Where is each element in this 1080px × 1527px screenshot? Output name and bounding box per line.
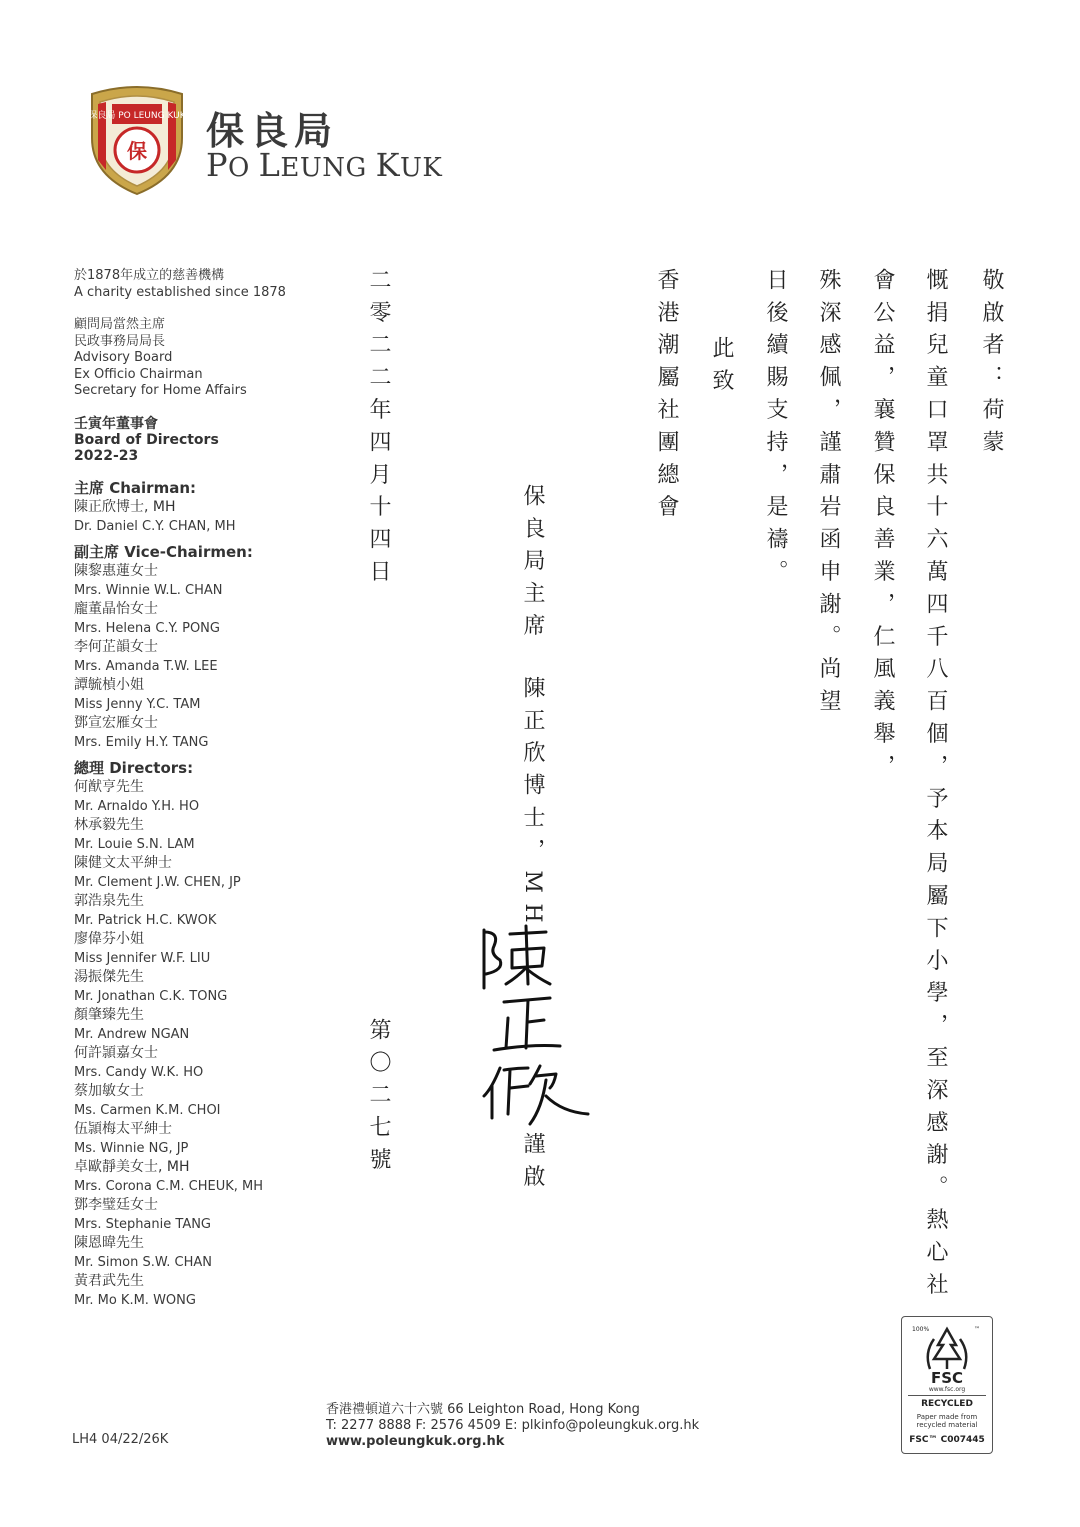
vice-chairman-item: 龐董晶怡女士 Mrs. Helena C.Y. PONG (74, 600, 220, 636)
fsc-website: www.fsc.org (928, 1386, 966, 1393)
board-en: Board of Directors (74, 431, 219, 448)
org-name-english: PO LEUNG KUK (206, 146, 443, 184)
director-item: 何猷亨先生 Mr. Arnaldo Y.H. HO (74, 778, 200, 814)
footer (326, 1402, 699, 1450)
footer-contact: T: 2277 8888 F: 2576 4509 E: plkinfo@poleungkuk.org.hk (326, 1418, 700, 1433)
letter-body-line-4: 日後續賜支持，是禱。 (763, 268, 788, 592)
form-code: LH4 04/22/26K (72, 1432, 169, 1447)
chairman-name-zh: 陳正欣博士, MH (74, 498, 176, 515)
sender-name: 陳正欣博士，MH (520, 676, 545, 933)
letter-body-line-3: 殊深感佩，謹肅岩函申謝。尚望 (816, 268, 841, 722)
po-leung-kuk-crest-logo (78, 80, 196, 198)
vice-chairman-item: 李何芷韻女士 Mrs. Amanda T.W. LEE (74, 638, 218, 674)
svg-text:保: 保 (127, 139, 147, 163)
letter-recipient: 香港潮屬社團總會 (654, 268, 679, 528)
director-item: 卓歐靜美女士, MH Mrs. Corona C.M. CHEUK, MH (74, 1158, 264, 1194)
svg-text:100%: 100% (912, 1326, 930, 1333)
directors-heading: 總理 Directors: (74, 758, 194, 777)
letter-body-line-2: 會公益，襄贊保良善業，仁風義舉， (870, 268, 895, 787)
director-item: 林承毅先生 Mr. Louie S.N. LAM (74, 816, 195, 852)
director-item: 蔡加敏女士 Ms. Carmen K.M. CHOI (74, 1082, 221, 1118)
founding-en: A charity established since 1878 (74, 284, 286, 300)
vice-chairmen-list (74, 562, 334, 752)
letter-salutation: 敬啟者：荷蒙 (979, 268, 1004, 463)
director-item: 陳恩暐先生 Mr. Simon S.W. CHAN (74, 1234, 212, 1270)
director-item: 顏肇臻先生 Mr. Andrew NGAN (74, 1006, 190, 1042)
letter-body-line-1: 慨捐兒童口罩共十六萬四千八百個，予本局屬下小學，至深感謝。熱心社 (923, 268, 948, 1305)
footer-website: www.poleungkuk.org.hk (326, 1434, 505, 1449)
director-item: 廖偉芬小姐 Miss Jennifer W.F. LIU (74, 930, 211, 966)
handwritten-signature (470, 918, 590, 1128)
advisory-zh-1: 顧問局當然主席 (74, 317, 166, 332)
vice-chairman-item: 譚毓楨小姐 Miss Jenny Y.C. TAM (74, 676, 201, 712)
founding-zh: 於1878年成立的慈善機構 (74, 268, 225, 283)
director-item: 鄧李璧廷女士 Mrs. Stephanie TANG (74, 1196, 212, 1232)
fsc-tree-icon (910, 1323, 984, 1375)
vice-chairmen-heading: 副主席 Vice-Chairmen: (74, 542, 253, 561)
board-zh: 壬寅年董事會 (74, 415, 158, 432)
sender-title: 保良局主席 (520, 484, 545, 646)
chairman-name-en: Dr. Daniel C.Y. CHAN, MH (74, 518, 236, 534)
fsc-desc-2: recycled material (916, 1421, 978, 1429)
director-item: 陳健文太平紳士 Mr. Clement J.W. CHEN, JP (74, 854, 241, 890)
director-item: 黃君武先生 Mr. Mo K.M. WONG (74, 1272, 196, 1308)
letter-reference-number: 第〇二七號 (366, 1018, 391, 1180)
vice-chairman-item: 陳黎惠蓮女士 Mrs. Winnie W.L. CHAN (74, 562, 223, 598)
chairman-heading: 主席 Chairman: (74, 478, 196, 497)
letter-date: 二零二二年四月十四日 (366, 268, 391, 592)
fsc-desc-1: Paper made from (916, 1413, 978, 1421)
director-item: 湯振傑先生 Mr. Jonathan C.K. TONG (74, 968, 228, 1004)
fsc-recycled-label (901, 1316, 993, 1454)
advisory-zh-2: 民政事務局局長 (74, 333, 166, 349)
advisory-en-3: Secretary for Home Affairs (74, 383, 247, 398)
advisory-en-1: Advisory Board (74, 350, 173, 365)
crest-text: 保良局 PO LEUNG KUK (88, 111, 186, 121)
org-name-chinese: 保良局 (206, 109, 339, 153)
footer-address: 香港禮頓道六十六號 66 Leighton Road, Hong Kong (326, 1402, 640, 1417)
svg-text:™: ™ (974, 1326, 980, 1333)
board-year: 2022-23 (74, 447, 139, 464)
letter-respectfully: 謹啟 (520, 1132, 545, 1197)
fsc-recycled: RECYCLED (921, 1399, 973, 1409)
director-item: 郭浩泉先生 Mr. Patrick H.C. KWOK (74, 892, 217, 928)
director-item: 何許頴嘉女士 Mrs. Candy W.K. HO (74, 1044, 204, 1080)
letter-closing: 此致 (709, 336, 734, 401)
sidebar (74, 268, 334, 1310)
advisory-en-2: Ex Officio Chairman (74, 366, 203, 382)
vice-chairman-item: 鄧宣宏雁女士 Mrs. Emily H.Y. TANG (74, 714, 209, 750)
director-item: 伍頴梅太平紳士 Ms. Winnie NG, JP (74, 1120, 189, 1156)
directors-list (74, 778, 334, 1310)
fsc-code: FSC™ C007445 (909, 1435, 985, 1445)
fsc-logo-text: FSC (930, 1369, 964, 1387)
